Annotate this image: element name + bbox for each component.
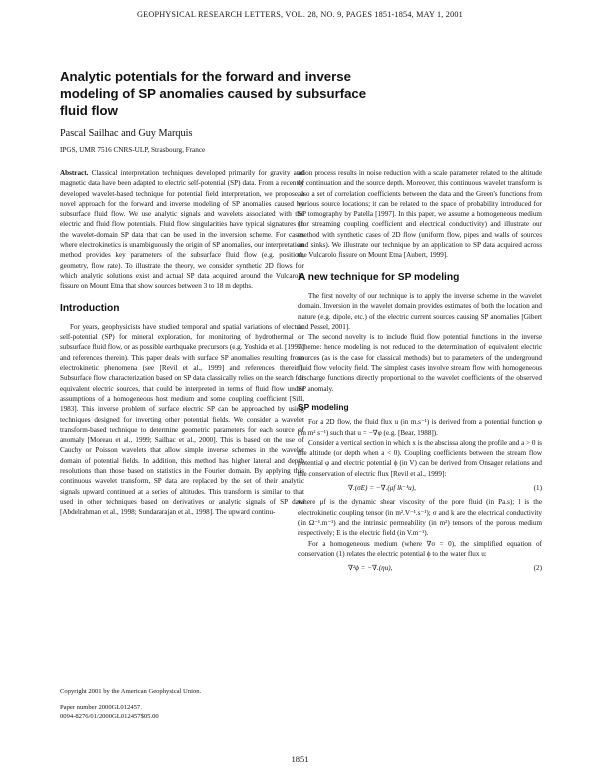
section-paragraph-1: The first novelty of our technique is to apply the inverse scheme in the wavelet domain. Inversion in the wavelet domain provides estimates of both the location and nature (e.g. dipole, etc.) of the electric current sources causing SP anomalies [Gibert and Pessel, 2001]. [298, 291, 542, 331]
introduction-heading: Introduction [60, 302, 120, 314]
subsection-paragraph-4: For a homogeneous medium (where ∇σ = 0), the simplified equation of conservation (1) relates the electric potential ϕ to the water flux u: [298, 539, 542, 558]
section-heading-new-technique: A new technique for SP modeling [298, 271, 460, 283]
abstract [60, 168, 304, 292]
authors: Pascal Sailhac and Guy Marquis [60, 128, 193, 139]
abstract-text: Classical interpretation techniques developed primarily for gravity and magnetic data have been adapted to electric self-potential (SP) data. From a recently developed wavelet-based technique for potential field interpretation, we propose a novel approach for the forward and inverse modeling of SP anomalies caused by subsurface fluid flow. We use analytic signals and wavelets associated with the electric and fluid flow potentials. Fluid flow singularities have typical signatures in the wavelet-domain SP data that can be used in the inversion scheme. For cases where electrokinetics is unambiguously the origin of SP anomalies, our interpretation method provides key parameters of the subsurface fluid flow (e.g. position, geometry, flow rate). To illustrate the theory, we consider synthetic 2D flows for which analytic solutions exist and actual SP data acquired around the Vulcarolo fissure on Mount Etna that show sources between 3 to 18 m depths. [60, 169, 304, 291]
equation-1-body: ∇.(σE) = −∇.(μf lk⁻¹u), [348, 484, 416, 493]
copyright-note: Copyright 2001 by the American Geophysical Union. [60, 688, 202, 695]
equation-2-body: ∇²ϕ = −∇.(ηu), [348, 564, 393, 573]
abstract-label: Abstract. [60, 169, 89, 177]
subsection-paragraph-1: For a 2D flow, the fluid flux u (in m.s⁻¹) is derived from a potential function φ (in m² s⁻¹) such that u = −∇φ (e.g. [Bear, 1988]). [298, 418, 542, 437]
introduction-paragraph: For years, geophysicists have studied temporal and spatial variations of electric self-potential (SP) for mineral exploration, for monitoring of hydrothermal or subsurface fluid flow, or as possible earthquake precursors (e.g. Yoshida et al. [1997] and references therein). This paper deals with surface SP anomalies resulting from electrokinetic phenomena (see [Revil et al., 1999] and references therein). Subsurface flow characterization based on SP data classically relies on the search for equivalent electric sources, that could be interpreted in terms of fluid flow under assumptions of a homogeneous host medium and some coupling coefficient [Sill, 1983]. This inverse problem of surface electric SP can be approached by using techniques designed for inverting other potential fields. We consider a wavelet transform-based technique to determine geometric parameters for each source of anomaly [Moreau et al., 1999; Sailhac et al., 2000]. This is based on the use of Cauchy or Poisson wavelets that allow simple inverse schemes in the wavelet domain of potential fields. In addition, this method has higher lateral and depth resolutions than those based on statistics in the Fourier domain. By applying this continuous wavelet transform, SP data are replaced by the set of their analytic signals upward continued at a series of altitudes. This transform is similar to that used in other techniques based on derivatives or analytic signals of SP data [Abdelrahman et al., 1998; Sundararajan et al., 1998]. The upward continu- [60, 322, 304, 517]
subsection-heading-sp-modeling: SP modeling [298, 401, 349, 412]
intro-continuation: ation process results in noise reduction with a scale parameter related to the altitude of continuation and the source depth. Moreover, this continuous wavelet transform is also a set of correlation coefficients between the data and the Green's functions from various source locations; it can be related to the space of probability introduced for SP tomography by Patella [1997]. In this paper, we assume a homogeneous medium (for streaming coupling coefficient and electrical conductivity) and illustrate our method with synthetic cases of 2D flow (uniform flow, pipes and walls of sources and sinks). We illustrate our technique by an application to SP data acquired across the Vulcarolo fissure on Mount Etna [Aubert, 1999]. [298, 169, 542, 260]
right-column [298, 168, 542, 577]
equation-1-number: (1) [533, 484, 542, 493]
page-number: 1851 [291, 754, 309, 764]
running-header: GEOPHYSICAL RESEARCH LETTERS, VOL. 28, NO. 9, PAGES 1851-1854, MAY 1, 2001 [137, 10, 463, 19]
subsection-paragraph-2: Consider a vertical section in which x is the abscissa along the profile and a > 0 is the altitude (or depth when a < 0). Coupling coefficients between the stream flow potential φ and electric potential ϕ (in V) can be derived from Onsager relations and the conservation of electric flux [Revil et al., 1999]: [298, 438, 542, 478]
section-paragraph-2: The second novelty is to include fluid flow potential functions in the inverse scheme: hence modeling is not reduced to the determination of equivalent electric sources (as is the case for classical methods) but to parameters of the underground fluid flow velocity field. The simplest cases involve stream flow with homogeneous discharge functions directly proportional to the wavelet coefficients of the observed SP anomaly. [298, 333, 542, 393]
affiliation: IPGS, UMR 7516 CNRS-ULP, Strasbourg, France [60, 146, 206, 154]
equation-2 [298, 559, 542, 577]
paper-title: Analytic potentials for the forward and inverse modeling of SP anomalies caused by subsurface fluid flow [60, 69, 367, 118]
issn-line: 0094-8276/01/2000GL012457$05.00 [60, 713, 159, 720]
left-column [60, 168, 304, 518]
equation-2-number: (2) [533, 564, 542, 573]
subsection-paragraph-3: where μf is the dynamic shear viscosity of the pore fluid (in Pa.s); l is the electrokinetic coupling tensor (in m².V⁻¹.s⁻¹); σ and k are the electrical conductivity (in Ω⁻¹.m⁻¹) and the intrinsic permeability (in m²) tensors of the porous medium respectively; E is the electric field (in V.m⁻¹). [298, 498, 542, 538]
paper-number: Paper number 2000GL012457. [60, 704, 142, 711]
equation-1 [298, 479, 542, 497]
